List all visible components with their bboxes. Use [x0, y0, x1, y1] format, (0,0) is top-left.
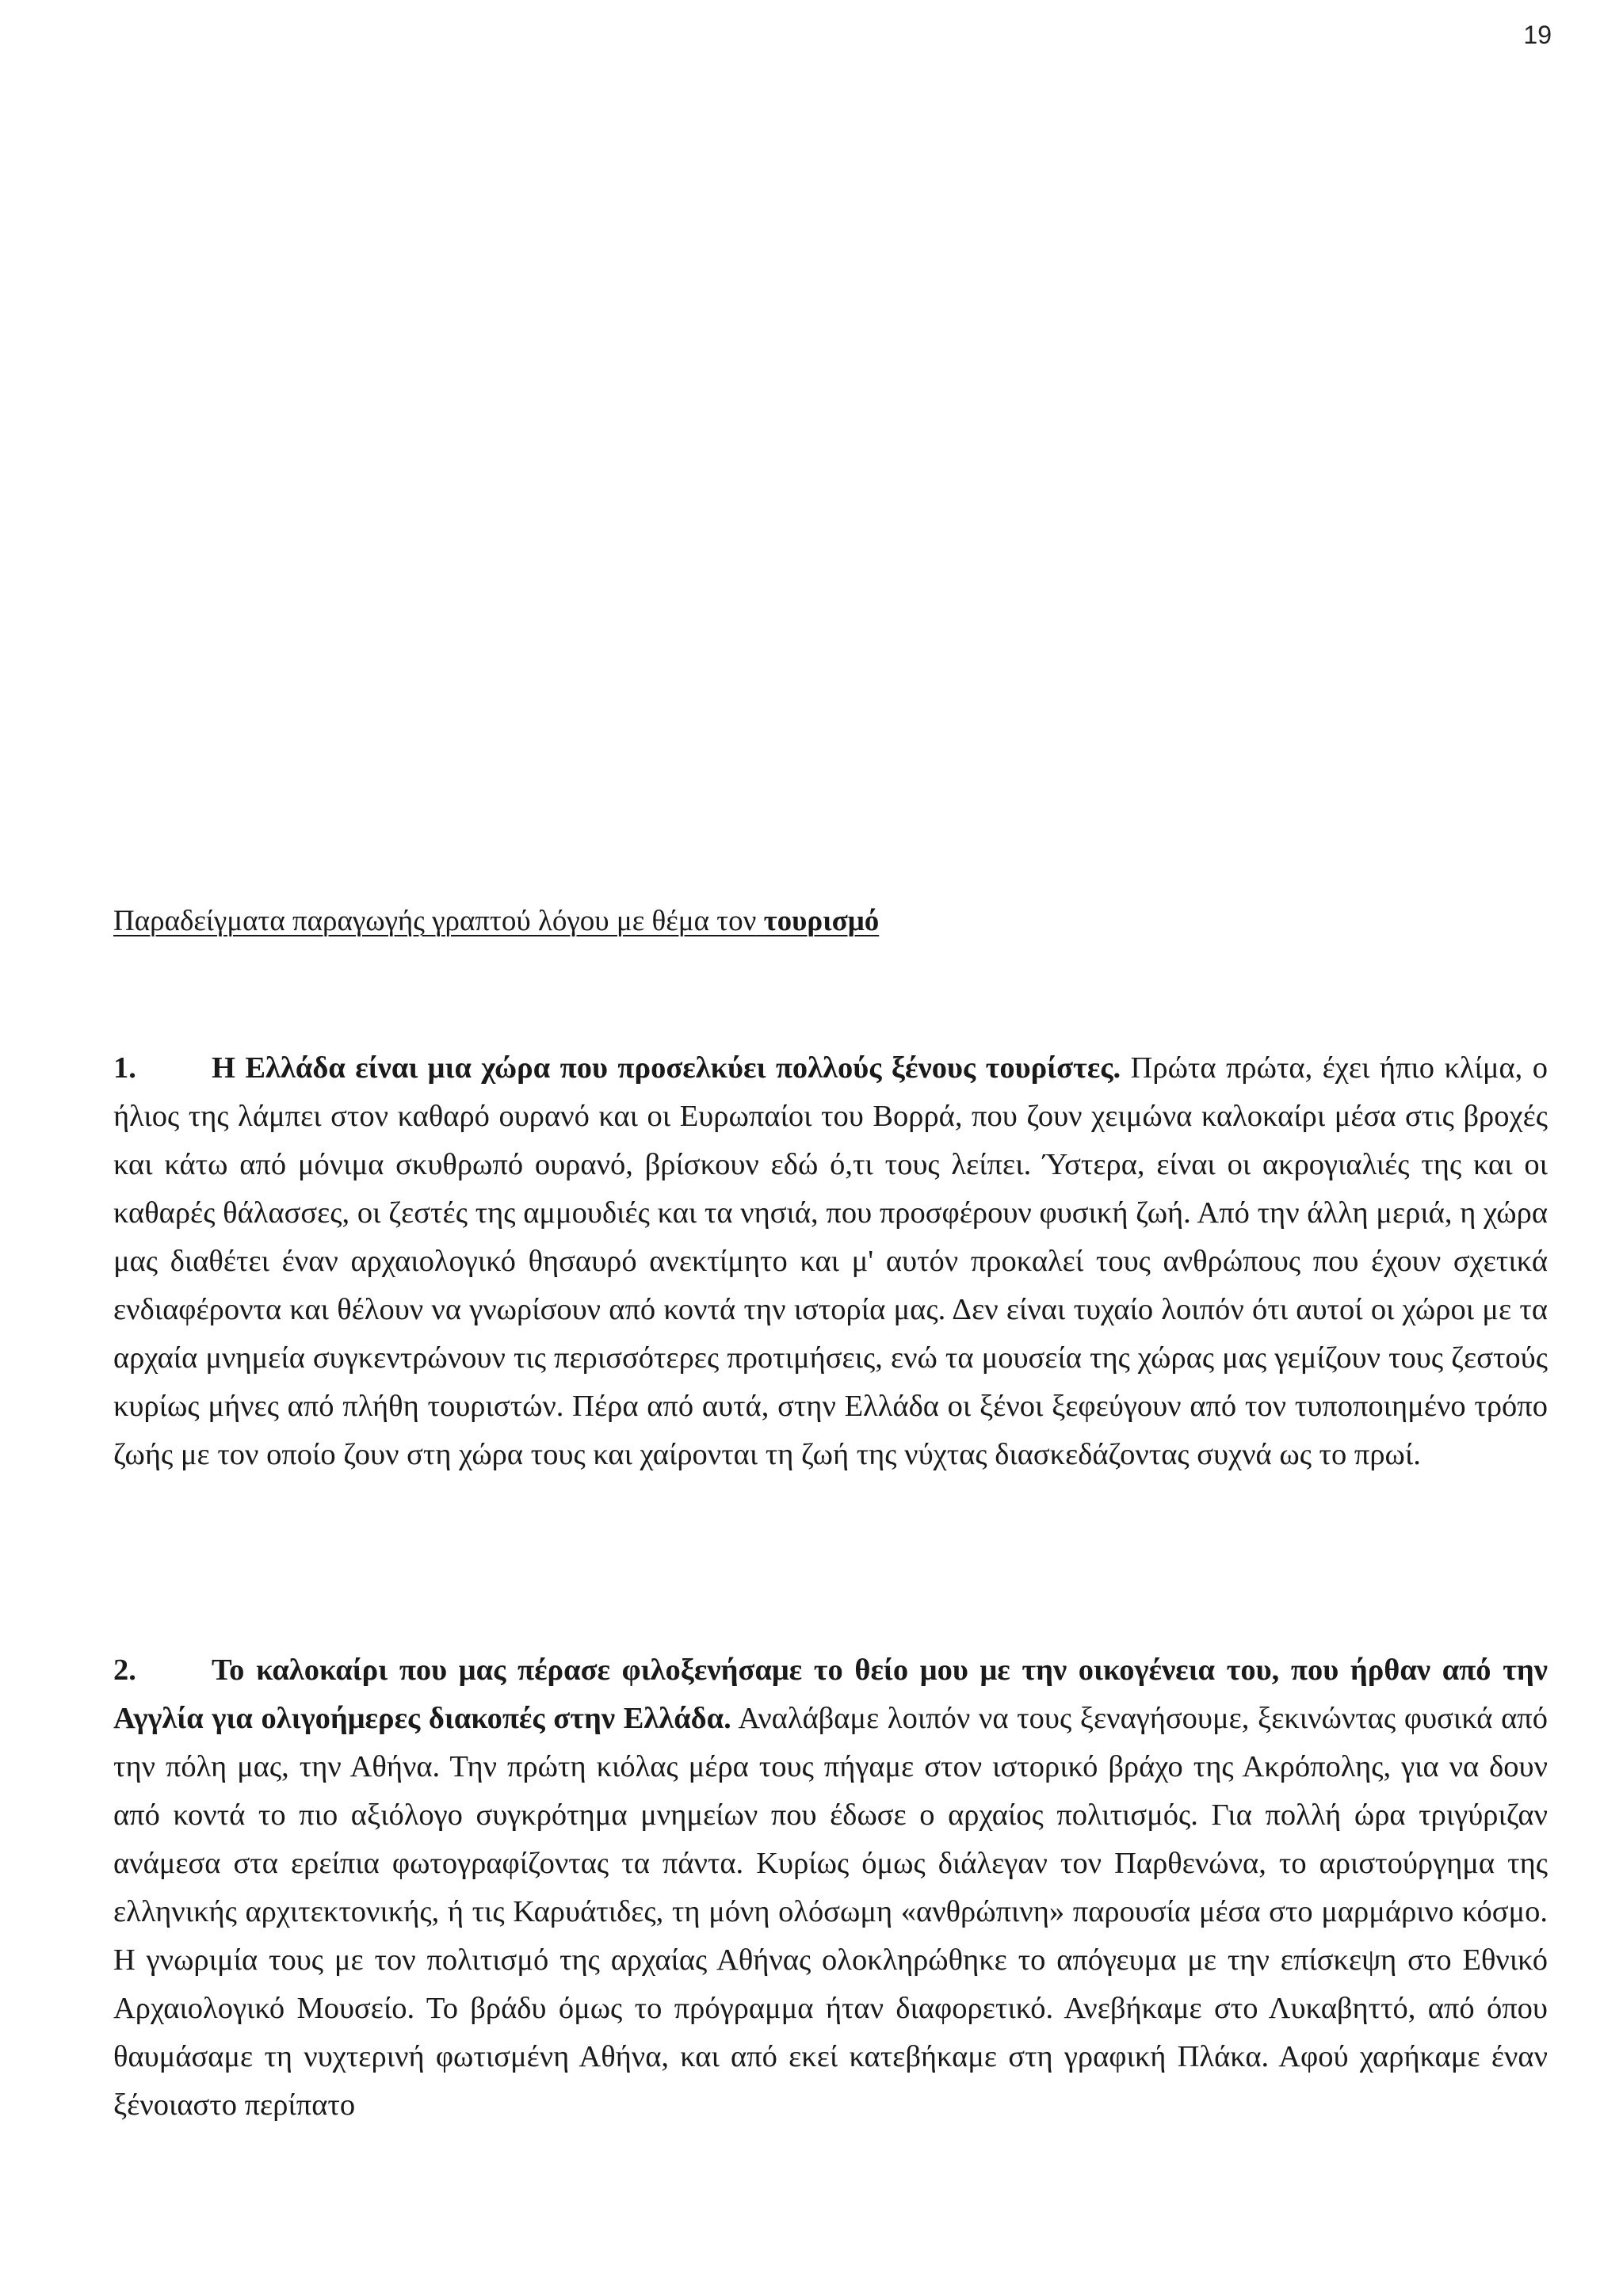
example-paragraph-1 [113, 1044, 1548, 1479]
example-number: 2. [113, 1653, 136, 1687]
example-body: Αναλάβαμε λοιπόν να τους ξεναγήσουμε, ξεκινώντας φυσικά από την πόλη μας, την Αθήνα. Την πρώτη κιόλας μέρα τους πήγαμε στον ιστορικό βράχο της Ακρόπολης, για να δουν από κοντά το πιο αξιόλογο συγκρότημα μνημείων που έδωσε ο αρχαίος πολιτισμός. Για πολλή ώρα τριγύριζαν ανάμεσα στα ερείπια φωτογραφίζοντας τα πάντα. Κυρίως όμως διάλεγαν τον Παρθενώνα, το αριστούργημα της ελληνικής αρχιτεκτονικής, ή τις Καρυάτιδες, τη μόνη ολόσωμη «ανθρώπινη» παρουσία μέσα στο μαρμάρινο κόσμο. Η γνωριμία τους με τον πολιτισμό της αρχαίας Αθήνας ολοκληρώθηκε το απόγευμα με την επίσκεψη στο Εθνικό Αρχαιολογικό Μουσείο. Το βράδυ όμως το πρόγραμμα ήταν διαφορετικό. Ανεβήκαμε στο Λυκαβηττό, από όπου θαυμάσαμε τη νυχτερινή φωτισμένη Αθήνα, και από εκεί κατεβήκαμε στη γραφική Πλάκα. Αφού χαρήκαμε έναν ξένοιαστο περίπατο [113, 1702, 1548, 2122]
example-lead: Το καλοκαίρι που μας πέρασε φιλοξενήσαμε το θείο μου με την οικογένεια του, που ήρθαν από την Αγγλία για ολιγοήμερες διακοπές στην Ελλάδα. [113, 1653, 1548, 1735]
example-number: 1. [113, 1051, 136, 1085]
section-heading [113, 903, 879, 940]
example-lead: Η Ελλάδα είναι μια χώρα που προσελκύει πολλούς ξένους τουρίστες. [212, 1051, 1121, 1085]
page-number: 19 [1523, 21, 1552, 49]
heading-text: Παραδείγματα παραγωγής γραπτού λόγου με θέμα τον [113, 905, 757, 937]
heading-emphasis: τουρισμό [763, 905, 880, 937]
example-body: Πρώτα πρώτα, έχει ήπιο κλίμα, ο ήλιος της λάμπει στον καθαρό ουρανό και οι Ευρωπαίοι του Βορρά, που ζουν χειμώνα καλοκαίρι μέσα στις βροχές και κάτω από μόνιμα σκυθρωπό ουρανό, βρίσκουν εδώ ό,τι τους λείπει. Ύστερα, είναι οι ακρογιαλιές της και οι καθαρές θάλασσες, οι ζεστές της αμμουδιές και τα νησιά, που προσφέρουν φυσική ζωή. Από την άλλη μεριά, η χώρα μας διαθέτει έναν αρχαιολογικό θησαυρό ανεκτίμητο και μ' αυτόν προκαλεί τους ανθρώπους που έχουν σχετικά ενδιαφέροντα και θέλουν να γνωρίσουν από κοντά την ιστορία μας. Δεν είναι τυχαίο λοιπόν ότι αυτοί οι χώροι με τα αρχαία μνημεία συγκεντρώνουν τις περισσότερες προτιμήσεις, ενώ τα μουσεία της χώρας μας γεμίζουν τους ζεστούς κυρίως μήνες από πλήθη τουριστών. Πέρα από αυτά, στην Ελλάδα οι ξένοι ξεφεύγουν από τον τυποποιημένο τρόπο ζωής με τον οποίο ζουν στη χώρα τους και χαίρονται τη ζωή της νύχτας διασκεδάζοντας συχνά ως το πρωί. [113, 1051, 1548, 1471]
example-paragraph-2 [113, 1646, 1548, 2130]
